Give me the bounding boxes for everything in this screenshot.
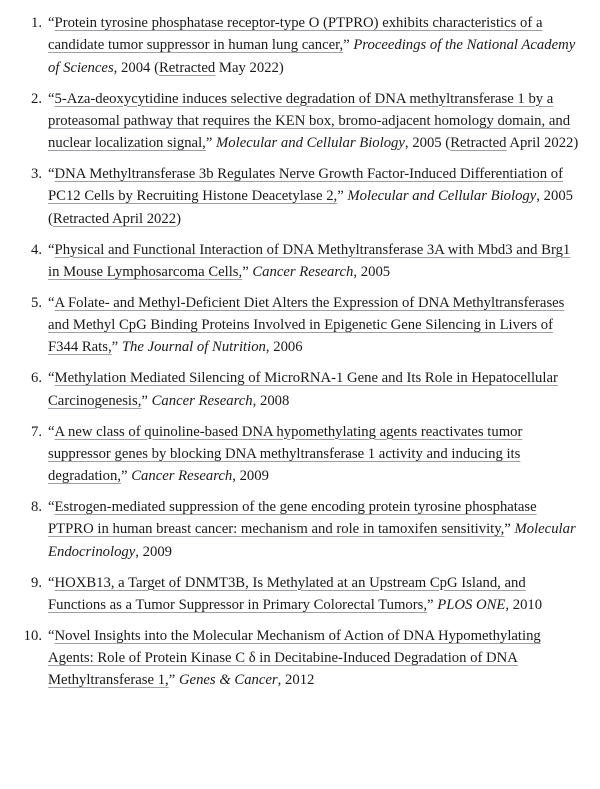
reference-item bbox=[16, 367, 584, 412]
publication-year: , 2009 bbox=[232, 468, 269, 485]
close-quote: ” bbox=[205, 135, 213, 152]
retraction-notice-link[interactable]: Retracted bbox=[158, 59, 216, 76]
reference-title-link[interactable]: A Folate- and Methyl-Deficient Diet Alters the Expression of DNA Methyltransferases and Methyl CpG Binding Proteins Involved in Epigenetic Gene Silencing in Livers of F344 Rats, bbox=[48, 294, 565, 356]
close-quote: ” bbox=[168, 672, 176, 689]
open-quote: “ bbox=[48, 370, 55, 387]
close-quote: ” bbox=[111, 339, 119, 356]
reference-item bbox=[16, 163, 584, 230]
open-quote: “ bbox=[48, 627, 55, 644]
reference-title-link[interactable]: Novel Insights into the Molecular Mechanism of Action of DNA Hypomethylating Agents: Role of Protein Kinase C δ in Decitabine-Induced Degradation of DNA Methyltransferase 1, bbox=[48, 627, 541, 689]
journal-name: Genes & Cancer bbox=[178, 672, 278, 689]
open-quote: “ bbox=[48, 166, 55, 183]
open-quote: “ bbox=[48, 423, 55, 440]
open-quote: “ bbox=[48, 90, 55, 107]
retraction-date: April 2022) bbox=[506, 135, 579, 152]
close-quote: ” bbox=[121, 468, 128, 485]
reference-item bbox=[16, 239, 584, 284]
close-quote: ” bbox=[337, 188, 344, 205]
reference-list bbox=[16, 12, 584, 692]
publication-year: , 2005 ( bbox=[404, 135, 451, 152]
journal-name: Cancer Research bbox=[131, 468, 233, 485]
close-quote: ” bbox=[343, 37, 350, 54]
reference-item bbox=[16, 572, 584, 617]
journal-name: The Journal of Nutrition bbox=[121, 339, 266, 356]
reference-item bbox=[16, 292, 584, 359]
open-quote: “ bbox=[48, 294, 55, 311]
close-quote: ” bbox=[141, 392, 148, 409]
journal-name: PLOS ONE bbox=[437, 596, 506, 613]
publication-year: , 2012 bbox=[277, 672, 315, 689]
reference-title-link[interactable]: Protein tyrosine phosphatase receptor-type O (PTPRO) exhibits characteristics of a candidate tumor suppressor in human lung cancer, bbox=[48, 15, 543, 54]
reference-item bbox=[16, 12, 584, 79]
reference-title-link[interactable]: DNA Methyltransferase 3b Regulates Nerve Growth Factor-Induced Differentiation of PC12 Cells by Recruiting Histone Deacetylase 2, bbox=[48, 166, 563, 205]
close-quote: ” bbox=[427, 596, 434, 613]
publication-year: , 2009 bbox=[135, 543, 173, 560]
open-quote: “ bbox=[48, 15, 55, 31]
reference-item bbox=[16, 421, 584, 488]
publication-year: , 2004 ( bbox=[113, 59, 159, 76]
publication-year: , 2008 bbox=[252, 392, 290, 409]
open-quote: “ bbox=[48, 241, 55, 258]
reference-title-link[interactable]: Methylation Mediated Silencing of MicroRNA-1 Gene and Its Role in Hepatocellular Carcinogenesis, bbox=[48, 370, 558, 409]
journal-name: Cancer Research bbox=[151, 392, 253, 409]
reference-title-link[interactable]: 5-Aza-deoxycytidine induces selective degradation of DNA methyltransferase 1 by a proteasomal pathway that requires the KEN box, bromo-adjacent homology domain, and nuclear localization signal, bbox=[48, 90, 571, 152]
reference-item bbox=[16, 88, 584, 155]
reference-item bbox=[16, 625, 584, 692]
journal-name: Molecular and Cellular Biology bbox=[216, 135, 405, 152]
close-quote: ” bbox=[504, 521, 511, 538]
publication-year: , 2006 bbox=[265, 339, 303, 356]
open-quote: “ bbox=[48, 574, 55, 591]
reference-title-link[interactable]: HOXB13, a Target of DNMT3B, Is Methylated at an Upstream CpG Island, and Functions as a Tumor Suppressor in Primary Colorectal Tumors, bbox=[48, 574, 526, 613]
retraction-notice-link[interactable]: Retracted bbox=[450, 135, 507, 152]
retraction-date: ) bbox=[176, 210, 181, 227]
reference-title-link[interactable]: Estrogen-mediated suppression of the gene encoding protein tyrosine phosphatase PTPRO in human breast cancer: mechanism and role in tamoxifen sensitivity, bbox=[48, 499, 537, 538]
publication-year: , 2010 bbox=[505, 596, 543, 613]
publication-year: , 2005 ( bbox=[48, 188, 574, 227]
journal-name: Cancer Research bbox=[252, 263, 354, 280]
journal-name: Proceedings of the National Academy of Sciences bbox=[48, 37, 576, 76]
publication-year: , 2005 bbox=[353, 263, 391, 280]
retraction-date: May 2022) bbox=[215, 59, 284, 76]
reference-title-link[interactable]: A new class of quinoline-based DNA hypomethylating agents reactivates tumor suppressor genes by blocking DNA methyltransferase 1 activity and inducing its degradation, bbox=[48, 423, 523, 485]
journal-name: Molecular Endocrinology bbox=[48, 521, 576, 560]
retraction-notice-link[interactable]: Retracted April 2022 bbox=[52, 210, 177, 227]
open-quote: “ bbox=[48, 499, 55, 516]
reference-title-link[interactable]: Physical and Functional Interaction of DNA Methyltransferase 3A with Mbd3 and Brg1 in Mouse Lymphosarcoma Cells, bbox=[48, 241, 571, 280]
reference-item bbox=[16, 496, 584, 563]
journal-name: Molecular and Cellular Biology bbox=[347, 188, 537, 205]
close-quote: ” bbox=[242, 263, 249, 280]
